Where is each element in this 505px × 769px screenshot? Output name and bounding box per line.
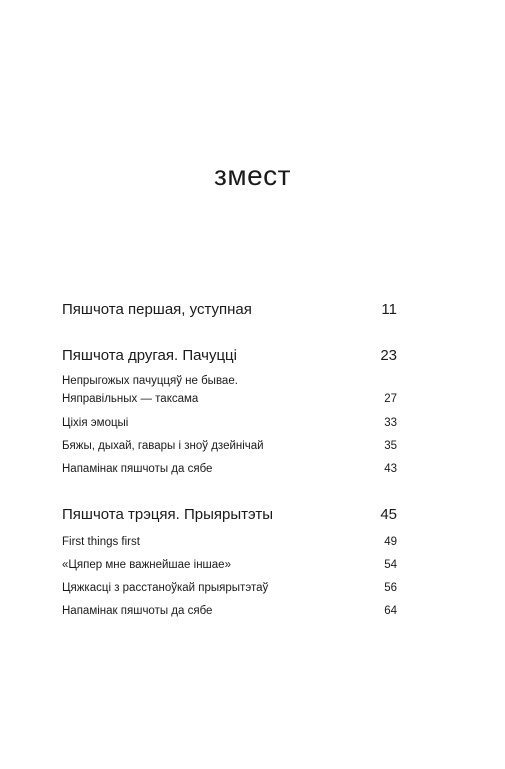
- toc-subsection[interactable]: [62, 372, 397, 412]
- table-of-contents: [62, 298, 397, 623]
- toc-page-number: 27: [384, 393, 397, 405]
- toc-subsection-title: «Цяпер мне важнейшае іншае»: [62, 559, 231, 571]
- toc-subsection[interactable]: [62, 458, 397, 481]
- toc-chapter[interactable]: [62, 298, 397, 322]
- toc-subsection-title: Напамінак пяшчоты да сябе: [62, 463, 213, 475]
- toc-subsection-title-line: Няправільных — таксама: [62, 393, 199, 405]
- toc-page-number: 64: [384, 605, 397, 617]
- toc-page-number: 56: [384, 582, 397, 594]
- toc-chapter-title: Пяшчота другая. Пачуцці: [62, 347, 237, 364]
- toc-page-number: 23: [380, 347, 397, 364]
- toc-chapter-title: Пяшчота трэцяя. Прыярытэты: [62, 506, 274, 523]
- toc-page-number: 33: [384, 417, 397, 429]
- toc-subsection-title: [62, 372, 374, 408]
- toc-subsection-title: Бяжы, дыхай, гавары і зноў дзейнічай: [62, 440, 264, 452]
- toc-page-number: 35: [384, 440, 397, 452]
- toc-subsection[interactable]: [62, 435, 397, 458]
- toc-subsection-title: Ціхія эмоцыі: [62, 417, 129, 429]
- toc-chapter-title: Пяшчота першая, уступная: [62, 301, 252, 318]
- toc-subsection[interactable]: [62, 577, 397, 600]
- toc-chapter[interactable]: [62, 503, 397, 527]
- toc-subsection-title: Напамінак пяшчоты да сябе: [62, 605, 213, 617]
- toc-subsection[interactable]: [62, 600, 397, 623]
- toc-subsection-title: Цяжкасці з расстаноўкай прыярытэтаў: [62, 582, 269, 594]
- toc-page-number: 43: [384, 463, 397, 475]
- toc-page-number: 49: [384, 536, 397, 548]
- toc-page-number: 54: [384, 559, 397, 571]
- toc-subsection[interactable]: [62, 531, 397, 554]
- toc-page-number: 45: [380, 506, 397, 523]
- toc-subsection-title: First things first: [62, 536, 140, 548]
- toc-subsection-title-line: Непрыгожых пачуццяў не бывае.: [62, 375, 238, 387]
- toc-subsection[interactable]: [62, 554, 397, 577]
- toc-subsection[interactable]: [62, 412, 397, 435]
- page-title: змест: [214, 160, 291, 191]
- toc-chapter[interactable]: [62, 344, 397, 368]
- toc-page-number: 11: [381, 301, 397, 318]
